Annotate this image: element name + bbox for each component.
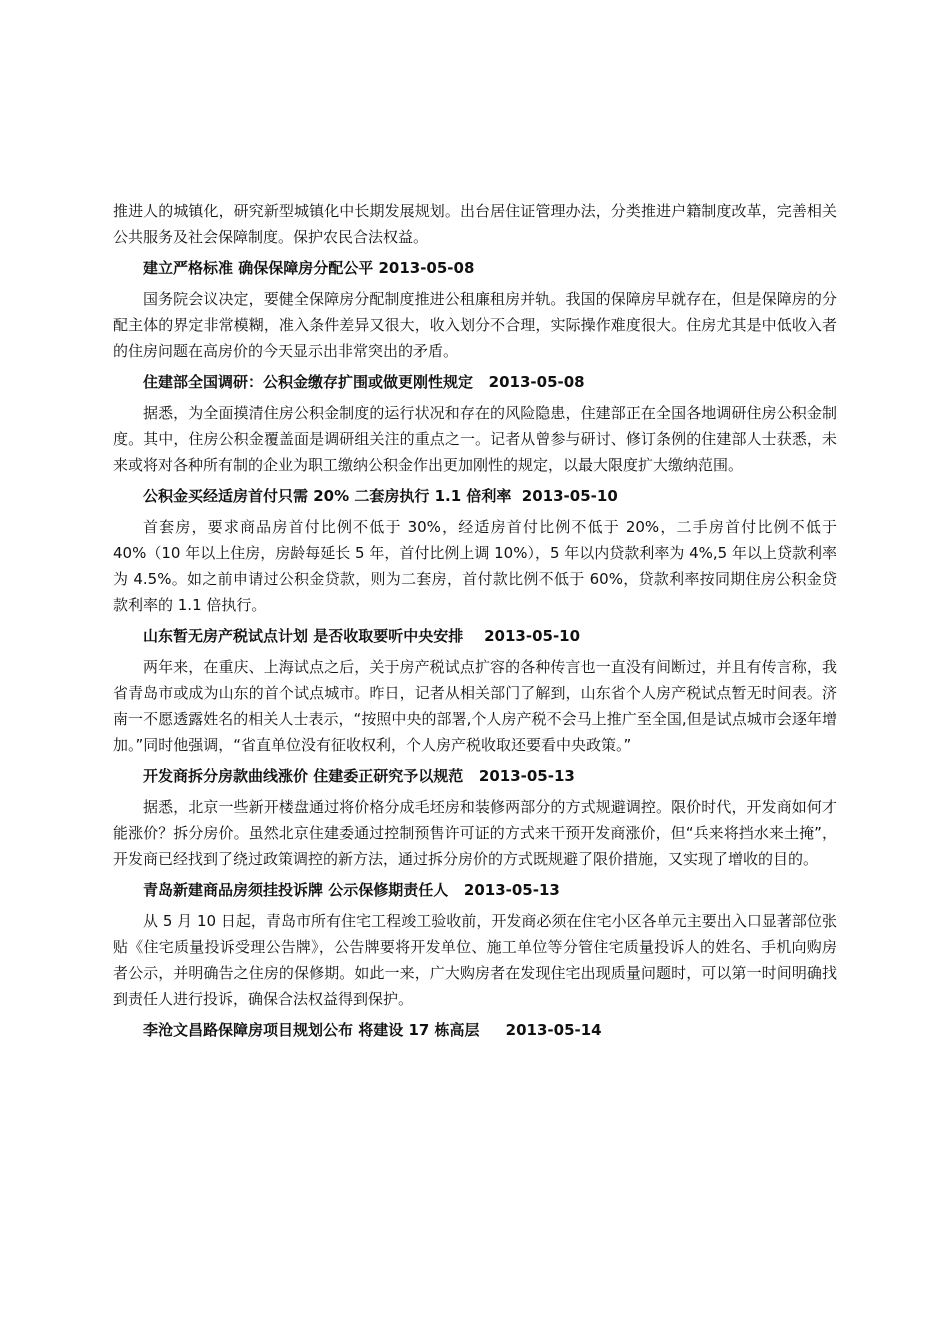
article-title: 建立严格标准 确保保障房分配公平 2013-05-08	[143, 259, 475, 277]
article-title: 开发商拆分房款曲线涨价 住建委正研究予以规范 2013-05-13	[143, 767, 575, 785]
article-title: 青岛新建商品房须挂投诉牌 公示保修期责任人 2013-05-13	[143, 881, 560, 899]
article-title: 公积金买经适房首付只需 20% 二套房执行 1.1 倍利率 2013-05-10	[143, 487, 618, 505]
article-title: 李沧文昌路保障房项目规划公布 将建设 17 栋高层 2013-05-14	[143, 1021, 602, 1039]
intro-paragraph: 推进人的城镇化，研究新型城镇化中长期发展规划。出台居住证管理办法，分类推进户籍制度改革，完善相关公共服务及社会保障制度。保护农民合法权益。	[113, 202, 837, 246]
article-body: 国务院会议决定，要健全保障房分配制度推进公租廉租房并轨。我国的保障房早就存在，但是保障房的分配主体的界定非常模糊，准入条件差异又很大，收入划分不合理，实际操作难度很大。住房尤其是中低收入者的住房问题在高房价的今天显示出非常突出的矛盾。	[113, 290, 837, 360]
article-body: 两年来，在重庆、上海试点之后，关于房产税试点扩容的各种传言也一直没有间断过，并且有传言称，我省青岛市或成为山东的首个试点城市。昨日，记者从相关部门了解到，山东省个人房产税试点暂无时间表。济南一不愿透露姓名的相关人士表示，“按照中央的部署,个人房产税不会马上推广至全国,但是试点城市会逐年增加。”同时他强调，“省直单位没有征收权利，个人房产税收取还要看中央政策。”	[113, 658, 837, 754]
article-body: 首套房，要求商品房首付比例不低于 30%，经适房首付比例不低于 20%，二手房首付比例不低于 40%（10 年以上住房，房龄每延长 5 年，首付比例上调 10%），5 年以内贷款利率为 4%,5 年以上贷款利率为 4.5%。如之前申请过公积金贷款，则为二套房，首付款比例不低于 60%，贷款利率按同期住房公积金贷款利率的 1.1 倍执行。	[113, 518, 837, 614]
article-title: 山东暂无房产税试点计划 是否收取要听中央安排 2013-05-10	[143, 627, 581, 645]
document-content	[113, 198, 837, 1048]
article-body: 据悉，为全面摸清住房公积金制度的运行状况和存在的风险隐患，住建部正在全国各地调研住房公积金制度。其中，住房公积金覆盖面是调研组关注的重点之一。记者从曾参与研讨、修订条例的住建部人士获悉，未来或将对各种所有制的企业为职工缴纳公积金作出更加刚性的规定，以最大限度扩大缴纳范围。	[113, 404, 837, 474]
article-body: 从 5 月 10 日起，青岛市所有住宅工程竣工验收前，开发商必须在住宅小区各单元主要出入口显著部位张贴《住宅质量投诉受理公告牌》，公告牌要将开发单位、施工单位等分管住宅质量投诉人的姓名、手机向购房者公示，并明确告之住房的保修期。如此一来，广大购房者在发现住宅出现质量问题时，可以第一时间明确找到责任人进行投诉，确保合法权益得到保护。	[113, 912, 837, 1008]
article-title: 住建部全国调研：公积金缴存扩围或做更刚性规定 2013-05-08	[143, 373, 585, 391]
article-body: 据悉，北京一些新开楼盘通过将价格分成毛坯房和装修两部分的方式规避调控。限价时代，开发商如何才能涨价？拆分房价。虽然北京住建委通过控制预售许可证的方式来干预开发商涨价，但“兵来将挡水来土掩”，开发商已经找到了绕过政策调控的新方法，通过拆分房价的方式既规避了限价措施，又实现了增收的目的。	[113, 798, 837, 868]
